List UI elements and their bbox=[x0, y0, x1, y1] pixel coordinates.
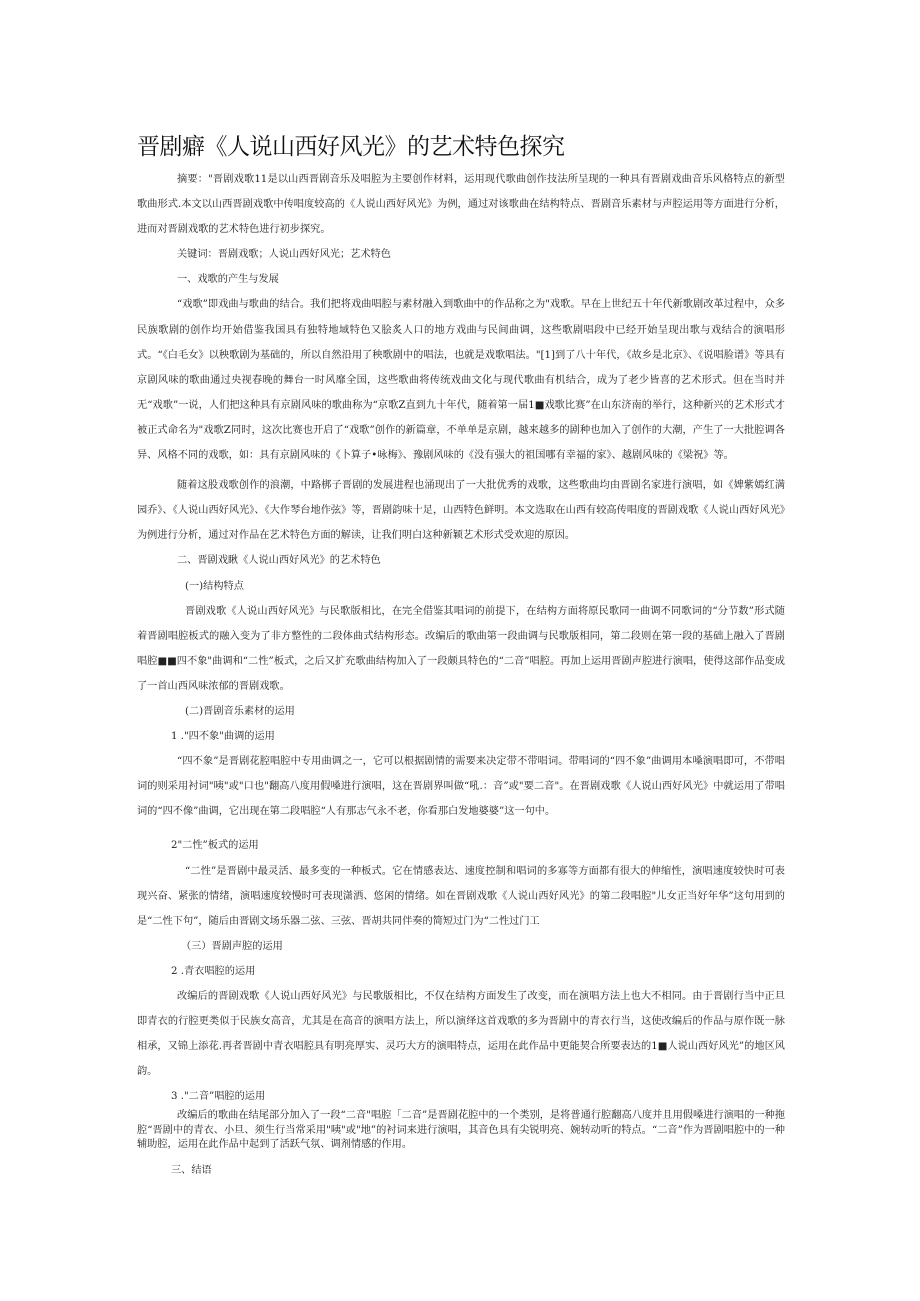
page-title: 晋剧癖《人说山西好风光》的艺术特色探究 bbox=[137, 134, 565, 160]
body-paragraph: “戏歌”即戏曲与歌曲的结合。我们把将戏曲唱腔与素材融入到歌曲中的作品称之为"戏歌。早在上世纪五十年代新歌剧改革过程中，众多民族歌剧的创作均开始借鉴我国具有独特地域特色又脍炙人口的地方戏曲与民间曲调，这些歌剧唱段中已经开始呈现出歌与戏结合的演唱形式。“《白毛女》以秧歌剧为基础的，所以自然沿用了秧歌剧中的唱法，也就是戏歌唱法。"[1]到了八十年代，《故乡是北京》、《说唱脸谱》等具有京剧风味的歌曲通过央视春晚的舞台一时风靡全国，这些歌曲将传统戏曲文化与现代歌曲有机结合，成为了老少皆喜的艺术形式。但在当时并无“戏歌”一说，人们把这种具有京剧风味的歌曲称为“京歌Z直到九十年代，随着第一届1■戏歌比赛”在山东济南的举行，这种新兴的艺术形式才被正式命名为"戏歌Z同时，这次比赛也开启了“戏歌”创作的新篇章，不单单是京剧，越来越多的剧种也加入了创作的大潮，产生了一大批腔调各异、风格不同的戏歌，如：具有京剧风味的《卜算子•咏梅》、豫剧风味的《没有强大的祖国哪有幸福的家》、越剧风味的《梁祝》等。 bbox=[137, 299, 785, 462]
body-paragraph: “四不象”是晋剧花腔唱腔中专用曲调之一，它可以根据剧情的需要来决定带不带唱词。带唱词的“四不象”曲调用本嗓演唱即可，不带唱词的则采用衬词"咦"或"口也"翻高八度用假嗓进行演唱，这在晋剧界叫做“吼.：音”或"要二音"。在晋剧戏歌《人说山西好风光》中就运用了带唱词的“四不像”曲调，它出现在第二段唱腔“人有那志气永不老，你看那白发地婆婆”这一句中。 bbox=[137, 756, 785, 818]
body-paragraph: 改编后的歌曲在结尾部分加入了一段“二音"唱腔「二音”是晋剧花腔中的一个类别，是将普通行腔翻高八度并且用假嗓进行演唱的一种拖腔“晋剧中的青衣、小旦、须生行当常采用"咦"或"地”的衬词来进行演唱，其音色具有尖锐明亮、婉转动听的特点。“二音”作为晋剧唱腔中的一种辅助腔，运用在此作品中起到了活跃气氛、调剂情感的作用。 bbox=[137, 1110, 785, 1151]
body-paragraph: 晋剧戏歌《人说山西好风光》与民歌版相比，在完全借鉴其唱词的前提下，在结构方面将原民歌同一曲调不同歌词的“分节数”形式随着晋剧唱腔板式的融入变为了非方整性的二段体曲式结构形态。改编后的歌曲第一段曲调与民歌版相同，第二段则在第一段的基础上融入了晋剧唱腔■■四不象"曲调和“二性”板式，之后又扩充歌曲结构加入了一段颇具特色的“二音”唱腔。再加上运用晋剧声腔进行演唱，使得这部作品变成了一首山西风味浓郁的晋剧戏歌。 bbox=[137, 605, 785, 692]
subsection-heading: (二)晋剧音乐素材的运用 bbox=[185, 705, 295, 717]
item-heading: 1 ."四不象"曲调的运用 bbox=[171, 731, 275, 743]
body-paragraph: “二性”是晋剧中最灵活、最多变的一种板式。它在情感表达、速度控制和唱词的多寡等方面都有很大的伸缩性，演唱速度较快时可表现兴奋、紧张的情绪，演唱速度较慢时可表现潇洒、悠闲的情绪。如在晋剧戏歌《人说山西好风光》的第二段唱腔"儿女正当好年华”这句用到的是“二性下句”，随后由晋剧文场乐器二弦、三弦、晋胡共同伴奏的简短过门为“二性过门工 bbox=[137, 865, 785, 927]
document-body bbox=[137, 167, 785, 1183]
section-heading-2: 二、晋剧戏瞅《人说山西好风光》的艺术特色 bbox=[177, 555, 381, 567]
subsection-heading: (一)结构特点 bbox=[185, 580, 244, 592]
body-paragraph: 随着这股戏歌创作的浪潮，中路梆子晋剧的发展进程也涌现出了一大批优秀的戏歌，这些歌曲均由晋剧名家进行演唱，如《婢紫嫣红满园乔》、《人说山西好风光》、《大作琴台地作弦》等，晋剧韵味十足，山西特色鲜明。本文选取在山西有较高传唱度的晋剧戏歌《人说山西好风光》为例进行分析，通过对作品在艺术特色方面的解读，让我们明白这种新颖艺术形式受欢迎的原因。 bbox=[137, 480, 785, 542]
subsection-heading: （三）晋剧声腔的运用 bbox=[181, 940, 283, 952]
item-heading: 2"二性”板式的运用 bbox=[171, 840, 259, 852]
keywords-line: 关键词：晋剧戏歌；人说山西好风光；艺术特色 bbox=[177, 249, 391, 261]
body-paragraph: 改编后的晋剧戏歌《人说山西好风光》与民歌版相比，不仅在结构方面发生了改变，而在演唱方法上也大不相同。由于晋剧行当中正旦即青衣的行腔更类似于民族女高音，尤其是在高音的演唱方法上，所以演绎这首戏歌的多为晋剧中的青衣行当，这使改编后的作品与原作既一脉相承，又锦上添花.再者晋剧中青衣唱腔具有明亮厚实、灵巧大方的演唱特点，运用在此作品中更能契合所要表达的1■人说山西好风光”的地区风韵。 bbox=[137, 991, 785, 1078]
item-heading: 2 .青衣唱腔的运用 bbox=[171, 965, 256, 977]
section-heading-3: 三、结语 bbox=[171, 1164, 212, 1176]
item-heading: 3 ."二音”唱腔的运用 bbox=[171, 1091, 266, 1103]
section-heading-1: 一、戏歌的产生与发展 bbox=[177, 274, 279, 286]
abstract-paragraph: 摘要："晋剧戏歌11是以山西晋剧音乐及唱腔为主要创作材料，运用现代歌曲创作技法所呈现的一种具有晋剧戏曲音乐风格特点的新型歌曲形式.本文以山西晋剧戏歌中传唱度较高的《人说山西好风光》为例，通过对该歌曲在结构特点、晋剧音乐素材与声腔运用等方面进行分析，进而对晋剧戏歌的艺术特色进行初步探究。 bbox=[137, 174, 785, 236]
